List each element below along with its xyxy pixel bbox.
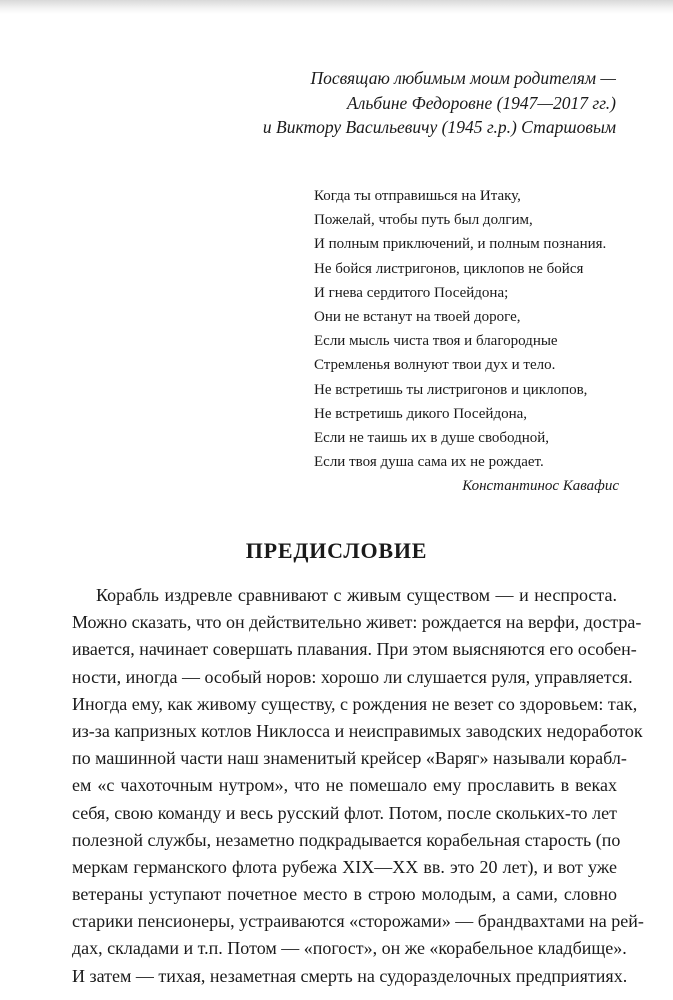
paragraph-line: ем «с чахоточным нутром», что не помешало ему прославить в веках bbox=[72, 775, 617, 796]
epigraph-author: Константинос Кавафис bbox=[462, 478, 619, 495]
paragraph-line: полезной службы, незаметно подкрадывается корабельная старость (по bbox=[72, 829, 621, 850]
poem-line: И полным приключений, и полным познания. bbox=[314, 236, 607, 253]
paragraph-line: Можно сказать, что он действительно живет: рождается на верфи, достра- bbox=[72, 612, 642, 633]
poem-line: И гнева сердитого Посейдона; bbox=[314, 284, 509, 301]
paragraph-line: себя, свою команду и весь русский флот. Потом, после скольких-то лет bbox=[72, 802, 617, 823]
dedication-line: и Виктору Васильевичу (1945 г.р.) Старшовым bbox=[262, 117, 616, 137]
poem-line: Если твоя душа сама их не рождает. bbox=[314, 454, 544, 471]
dedication-line: Посвящаю любимым моим родителям — bbox=[310, 68, 616, 88]
poem-line: Когда ты отправишься на Итаку, bbox=[314, 188, 521, 204]
paragraph-line: Иногда ему, как живому существу, с рождения не везет со здоровьем: так, bbox=[72, 693, 638, 714]
poem-line: Стремленья волнуют твои дух и тело. bbox=[314, 357, 556, 374]
poem-line: Если не таишь их в душе свободной, bbox=[314, 430, 550, 447]
paragraph-line: старики пенсионеры, устраиваются «сторожами» — брандвахтами на рей- bbox=[72, 911, 644, 932]
paragraph-line: ности, иногда — особый норов: хорошо ли слушается руля, управляется. bbox=[72, 666, 633, 687]
poem-line: Не встретишь ты листригонов и циклопов, bbox=[314, 381, 588, 398]
page-top-shadow bbox=[0, 0, 673, 14]
epigraph-poem bbox=[314, 184, 619, 499]
poem-line: Они не встанут на твоей дороге, bbox=[314, 309, 521, 326]
preface-paragraph bbox=[72, 582, 644, 990]
paragraph-line: ивается, начинает совершать плавания. При этом выясняются его особен- bbox=[72, 639, 637, 660]
poem-line: Пожелай, чтобы путь был долгим, bbox=[314, 212, 533, 229]
dedication-line: Альбине Федоровне (1947—2017 гг.) bbox=[347, 92, 616, 113]
paragraph-line: из-за капризных котлов Никлосса и неисправимых заводских недоработок bbox=[72, 720, 643, 741]
paragraph-line: меркам германского флота рубежа XIX—XX вв. это 20 лет), и вот уже bbox=[72, 856, 617, 877]
paragraph-line: по машинной части наш знаменитый крейсер «Варяг» называли корабл- bbox=[72, 748, 627, 769]
poem-line: Не встретишь дикого Посейдона, bbox=[314, 405, 528, 422]
dedication bbox=[196, 66, 616, 140]
section-heading: ПРЕДИСЛОВИЕ bbox=[245, 538, 428, 563]
poem-line: Не бойся листригонов, циклопов не бойся bbox=[314, 260, 584, 277]
paragraph-line: И затем — тихая, незаметная смерть на судоразделочных предприятиях. bbox=[72, 965, 628, 986]
paragraph-line: дах, складами и т.п. Потом — «погост», он же «корабельное кладбище». bbox=[72, 938, 627, 959]
paragraph-line: Корабль издревле сравнивают с живым существом — и неспроста. bbox=[96, 585, 617, 605]
paragraph-line: ветераны уступают почетное место в строю молодым, а сами, словно bbox=[72, 884, 617, 905]
poem-line: Если мысль чиста твоя и благородные bbox=[314, 333, 558, 350]
